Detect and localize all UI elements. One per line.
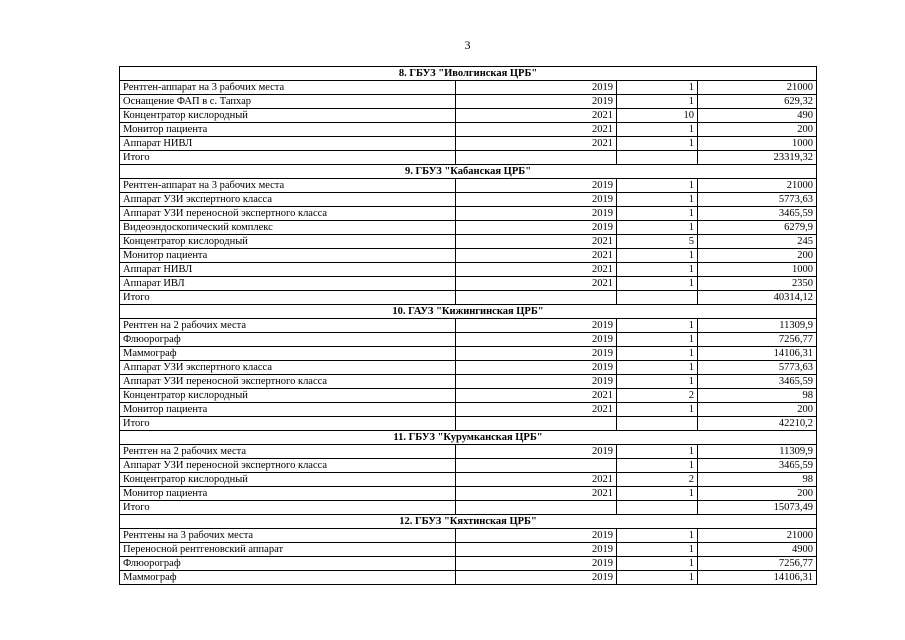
year-cell: 2019 (456, 445, 617, 459)
item-name-cell: Аппарат УЗИ экспертного класса (120, 361, 456, 375)
section-header-row (120, 515, 817, 529)
table-row (120, 193, 817, 207)
quantity-cell (617, 417, 698, 431)
year-cell: 2019 (456, 529, 617, 543)
table-row (120, 319, 817, 333)
item-name-cell: Итого (120, 291, 456, 305)
item-name-cell: Концентратор кислородный (120, 109, 456, 123)
quantity-cell: 1 (617, 557, 698, 571)
item-name-cell: Оснащение ФАП в с. Тапхар (120, 95, 456, 109)
amount-cell: 11309,9 (698, 445, 817, 459)
quantity-cell: 1 (617, 263, 698, 277)
table-row (120, 543, 817, 557)
amount-cell: 21000 (698, 529, 817, 543)
year-cell: 2019 (456, 571, 617, 585)
amount-cell: 7256,77 (698, 557, 817, 571)
item-name-cell: Маммограф (120, 347, 456, 361)
item-name-cell: Концентратор кислородный (120, 389, 456, 403)
year-cell: 2021 (456, 137, 617, 151)
amount-cell: 14106,31 (698, 571, 817, 585)
total-row (120, 501, 817, 515)
year-cell: 2019 (456, 347, 617, 361)
item-name-cell: Аппарат УЗИ переносной экспертного класса (120, 459, 456, 473)
amount-cell: 5773,63 (698, 193, 817, 207)
quantity-cell: 1 (617, 95, 698, 109)
table-row (120, 179, 817, 193)
item-name-cell: Аппарат НИВЛ (120, 263, 456, 277)
amount-cell: 200 (698, 487, 817, 501)
amount-cell: 3465,59 (698, 375, 817, 389)
quantity-cell: 1 (617, 249, 698, 263)
equipment-table-body (120, 67, 817, 585)
table-row (120, 529, 817, 543)
section-header-row (120, 165, 817, 179)
table-row (120, 249, 817, 263)
year-cell: 2019 (456, 361, 617, 375)
item-name-cell: Монитор пациента (120, 403, 456, 417)
year-cell: 2019 (456, 333, 617, 347)
year-cell (456, 291, 617, 305)
quantity-cell: 1 (617, 361, 698, 375)
total-row (120, 151, 817, 165)
year-cell: 2019 (456, 95, 617, 109)
item-name-cell: Рентген-аппарат на 3 рабочих места (120, 179, 456, 193)
page-number: 3 (464, 38, 471, 52)
amount-cell: 200 (698, 249, 817, 263)
table-row (120, 375, 817, 389)
item-name-cell: Монитор пациента (120, 123, 456, 137)
amount-cell: 1000 (698, 263, 817, 277)
quantity-cell: 1 (617, 277, 698, 291)
item-name-cell: Рентген-аппарат на 3 рабочих места (120, 81, 456, 95)
year-cell: 2021 (456, 487, 617, 501)
amount-cell: 42210,2 (698, 417, 817, 431)
year-cell: 2021 (456, 109, 617, 123)
amount-cell: 23319,32 (698, 151, 817, 165)
quantity-cell: 1 (617, 403, 698, 417)
quantity-cell: 5 (617, 235, 698, 249)
table-row (120, 333, 817, 347)
amount-cell: 15073,49 (698, 501, 817, 515)
quantity-cell: 2 (617, 473, 698, 487)
quantity-cell: 1 (617, 221, 698, 235)
quantity-cell: 1 (617, 193, 698, 207)
item-name-cell: Аппарат НИВЛ (120, 137, 456, 151)
table-row (120, 263, 817, 277)
amount-cell: 6279,9 (698, 221, 817, 235)
table-row (120, 473, 817, 487)
amount-cell: 2350 (698, 277, 817, 291)
amount-cell: 7256,77 (698, 333, 817, 347)
quantity-cell: 1 (617, 529, 698, 543)
amount-cell: 629,32 (698, 95, 817, 109)
table-row (120, 109, 817, 123)
quantity-cell: 1 (617, 137, 698, 151)
year-cell (456, 417, 617, 431)
year-cell: 2021 (456, 235, 617, 249)
quantity-cell (617, 291, 698, 305)
year-cell: 2019 (456, 543, 617, 557)
section-title: 8. ГБУЗ "Иволгинская ЦРБ" (120, 67, 817, 81)
year-cell: 2021 (456, 473, 617, 487)
item-name-cell: Монитор пациента (120, 249, 456, 263)
quantity-cell: 1 (617, 319, 698, 333)
year-cell: 2021 (456, 277, 617, 291)
item-name-cell: Аппарат ИВЛ (120, 277, 456, 291)
year-cell: 2019 (456, 179, 617, 193)
amount-cell: 21000 (698, 179, 817, 193)
total-row (120, 417, 817, 431)
table-row (120, 389, 817, 403)
year-cell (456, 459, 617, 473)
quantity-cell: 1 (617, 347, 698, 361)
quantity-cell (617, 501, 698, 515)
amount-cell: 3465,59 (698, 207, 817, 221)
item-name-cell: Маммограф (120, 571, 456, 585)
amount-cell: 200 (698, 403, 817, 417)
amount-cell: 200 (698, 123, 817, 137)
year-cell: 2021 (456, 249, 617, 263)
quantity-cell: 2 (617, 389, 698, 403)
equipment-table (119, 66, 817, 585)
amount-cell: 98 (698, 473, 817, 487)
table-row (120, 459, 817, 473)
quantity-cell: 10 (617, 109, 698, 123)
quantity-cell: 1 (617, 333, 698, 347)
year-cell: 2021 (456, 123, 617, 137)
item-name-cell: Аппарат УЗИ переносной экспертного класса (120, 207, 456, 221)
table-row (120, 445, 817, 459)
year-cell: 2019 (456, 557, 617, 571)
amount-cell: 11309,9 (698, 319, 817, 333)
amount-cell: 4900 (698, 543, 817, 557)
item-name-cell: Флюорограф (120, 557, 456, 571)
amount-cell: 98 (698, 389, 817, 403)
item-name-cell: Аппарат УЗИ переносной экспертного класса (120, 375, 456, 389)
amount-cell: 5773,63 (698, 361, 817, 375)
year-cell: 2021 (456, 403, 617, 417)
item-name-cell: Рентген на 2 рабочих места (120, 319, 456, 333)
table-row (120, 557, 817, 571)
table-row (120, 235, 817, 249)
item-name-cell: Концентратор кислородный (120, 473, 456, 487)
table-row (120, 221, 817, 235)
quantity-cell: 1 (617, 81, 698, 95)
amount-cell: 490 (698, 109, 817, 123)
amount-cell: 21000 (698, 81, 817, 95)
quantity-cell: 1 (617, 543, 698, 557)
item-name-cell: Монитор пациента (120, 487, 456, 501)
section-header-row (120, 431, 817, 445)
year-cell (456, 151, 617, 165)
year-cell: 2021 (456, 263, 617, 277)
quantity-cell: 1 (617, 375, 698, 389)
amount-cell: 245 (698, 235, 817, 249)
amount-cell: 40314,12 (698, 291, 817, 305)
table-row (120, 361, 817, 375)
item-name-cell: Итого (120, 417, 456, 431)
table-row (120, 137, 817, 151)
year-cell: 2019 (456, 207, 617, 221)
item-name-cell: Рентген на 2 рабочих места (120, 445, 456, 459)
table-row (120, 123, 817, 137)
item-name-cell: Аппарат УЗИ экспертного класса (120, 193, 456, 207)
section-title: 9. ГБУЗ "Кабанская ЦРБ" (120, 165, 817, 179)
quantity-cell: 1 (617, 123, 698, 137)
year-cell: 2019 (456, 81, 617, 95)
quantity-cell: 1 (617, 487, 698, 501)
table-row (120, 347, 817, 361)
year-cell: 2019 (456, 221, 617, 235)
total-row (120, 291, 817, 305)
quantity-cell: 1 (617, 571, 698, 585)
year-cell (456, 501, 617, 515)
quantity-cell: 1 (617, 445, 698, 459)
item-name-cell: Флюорограф (120, 333, 456, 347)
year-cell: 2021 (456, 389, 617, 403)
amount-cell: 1000 (698, 137, 817, 151)
year-cell: 2019 (456, 375, 617, 389)
quantity-cell: 1 (617, 207, 698, 221)
section-title: 11. ГБУЗ "Курумканская ЦРБ" (120, 431, 817, 445)
table-row (120, 207, 817, 221)
table-row (120, 95, 817, 109)
table-row (120, 403, 817, 417)
item-name-cell: Рентгены на 3 рабочих места (120, 529, 456, 543)
amount-cell: 3465,59 (698, 459, 817, 473)
item-name-cell: Итого (120, 501, 456, 515)
table-row (120, 571, 817, 585)
table-row (120, 277, 817, 291)
section-title: 10. ГАУЗ "Кижингинская ЦРБ" (120, 305, 817, 319)
quantity-cell: 1 (617, 459, 698, 473)
table-row (120, 487, 817, 501)
section-header-row (120, 67, 817, 81)
table-row (120, 81, 817, 95)
quantity-cell (617, 151, 698, 165)
item-name-cell: Видеоэндоскопический комплекс (120, 221, 456, 235)
year-cell: 2019 (456, 319, 617, 333)
item-name-cell: Переносной рентгеновский аппарат (120, 543, 456, 557)
amount-cell: 14106,31 (698, 347, 817, 361)
quantity-cell: 1 (617, 179, 698, 193)
item-name-cell: Концентратор кислородный (120, 235, 456, 249)
section-header-row (120, 305, 817, 319)
item-name-cell: Итого (120, 151, 456, 165)
section-title: 12. ГБУЗ "Кяхтинская ЦРБ" (120, 515, 817, 529)
year-cell: 2019 (456, 193, 617, 207)
